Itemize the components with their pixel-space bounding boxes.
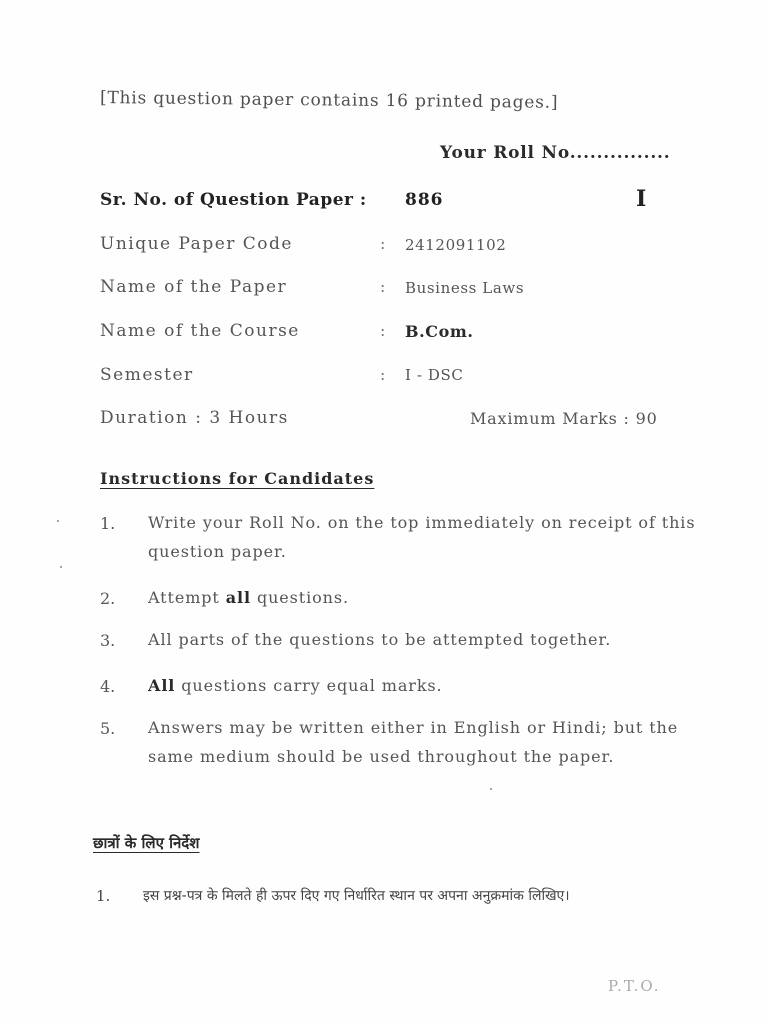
maximum-marks-text: Maximum Marks : 90 [470,409,658,428]
field-separator: : [380,321,386,340]
instruction-item: Write your Roll No. on the top immediately on receipt of this question paper. [148,513,696,561]
hindi-instructions-heading: छात्रों के लिए निर्देश [93,834,200,852]
serial-mark: I [636,186,647,212]
instructions-heading: Instructions for Candidates [100,469,375,488]
paper-name-label: Name of the Paper [100,277,288,297]
emphasis-text: all [225,588,251,607]
emphasis-text: All [148,676,176,695]
paper-name-value: Business Laws [405,279,525,297]
hindi-instruction-number: 1. [96,887,111,905]
field-separator: : [380,277,386,296]
course-name-label: Name of the Course [100,321,300,341]
scan-speck [490,788,492,790]
unique-paper-code-label: Unique Paper Code [100,234,293,254]
serial-number-value: 886 [405,190,444,210]
duration-text: Duration : 3 Hours [100,408,289,428]
serial-number-label: Sr. No. of Question Paper : [100,190,367,210]
instruction-item: All questions carry equal marks. [148,676,443,695]
hindi-instruction-item: इस प्रश्न-पत्र के मिलते ही ऊपर दिए गए निर्धारित स्थान पर अपना अनुक्रमांक लिखिए। [143,888,570,904]
page-count-note: [This question paper contains 16 printed pages.] [99,88,559,113]
scan-speck [60,566,62,568]
semester-label: Semester [100,365,194,385]
page-turn-note: P.T.O. [608,977,661,995]
scan-speck [57,520,59,522]
instruction-item: Attempt all questions. [148,588,349,607]
course-name-value: B.Com. [405,322,474,341]
unique-paper-code-value: 2412091102 [405,236,507,254]
field-separator: : [380,234,386,253]
field-separator: : [380,365,386,384]
roll-number-field: Your Roll No............... [440,143,671,163]
semester-value: I - DSC [405,366,464,384]
instruction-number: 4. [100,677,116,696]
instruction-item: All parts of the questions to be attempted together. [148,630,612,649]
instruction-number: 2. [100,589,116,608]
instruction-number: 1. [100,514,116,533]
instruction-number: 3. [100,631,116,650]
instruction-item: Answers may be written either in English or Hindi; but the same medium should be used throughout the paper. [148,718,679,766]
instruction-number: 5. [100,719,116,738]
